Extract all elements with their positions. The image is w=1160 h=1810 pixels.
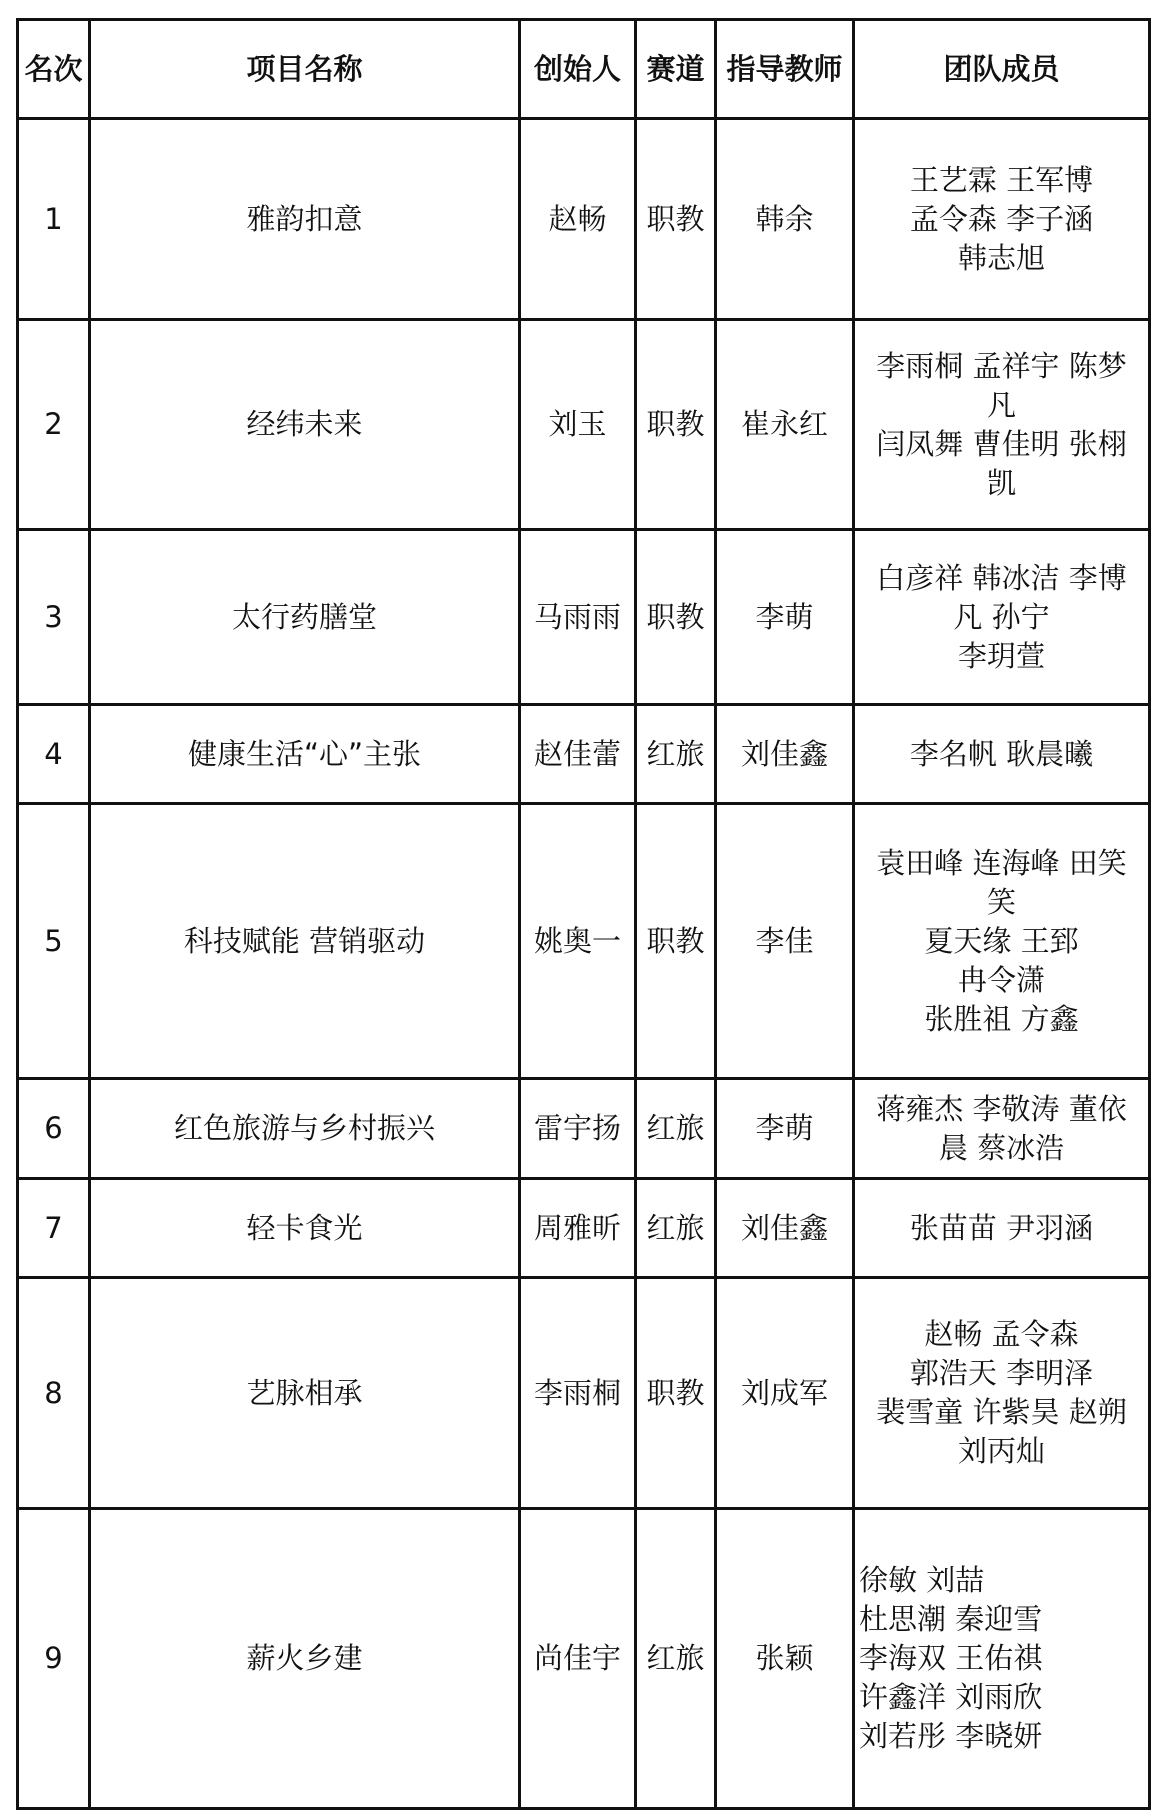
table-row: [18, 1079, 1150, 1179]
member-line: 李名帆 耿晨曦: [909, 736, 1094, 771]
track-cell: 职教: [636, 320, 716, 530]
member-line: 刘丙灿: [957, 1434, 1045, 1468]
track-cell: 职教: [636, 804, 716, 1079]
member-line: 凯: [986, 465, 1016, 500]
advisor-cell: 李萌: [716, 530, 854, 705]
member-line: 许鑫洋 刘雨欣: [859, 1680, 1043, 1714]
project-cell: 太行药膳堂: [90, 530, 520, 705]
header-project: 项目名称: [90, 20, 520, 119]
members-cell: [854, 1179, 1150, 1278]
rank-cell: 4: [18, 705, 90, 804]
member-line: 孟令森 李子涵: [909, 201, 1094, 236]
table-row: [18, 1278, 1150, 1509]
founder-cell: 雷宇扬: [520, 1079, 636, 1179]
project-cell: 红色旅游与乡村振兴: [90, 1079, 520, 1179]
table-row: [18, 320, 1150, 530]
table-row: [18, 530, 1150, 705]
rank-cell: 3: [18, 530, 90, 705]
founder-cell: 周雅昕: [520, 1179, 636, 1278]
track-cell: 红旅: [636, 705, 716, 804]
members-cell: [854, 804, 1150, 1079]
rank-cell: 5: [18, 804, 90, 1079]
rank-cell: 9: [18, 1509, 90, 1809]
member-line: 赵畅 孟令森: [924, 1317, 1079, 1351]
rank-cell: 2: [18, 320, 90, 530]
results-table: [16, 18, 1151, 1810]
track-cell: 职教: [636, 119, 716, 320]
header-founder: 创始人: [520, 20, 636, 119]
member-line: 张胜祖 方鑫: [924, 1001, 1079, 1036]
founder-cell: 姚奥一: [520, 804, 636, 1079]
rank-cell: 6: [18, 1079, 90, 1179]
member-line: 王艺霖 王军博: [909, 162, 1094, 197]
advisor-cell: 张颖: [716, 1509, 854, 1809]
track-cell: 红旅: [636, 1509, 716, 1809]
members-cell: [854, 320, 1150, 530]
track-cell: 红旅: [636, 1179, 716, 1278]
founder-cell: 李雨桐: [520, 1278, 636, 1509]
project-cell: 艺脉相承: [90, 1278, 520, 1509]
member-line: 韩志旭: [957, 240, 1045, 275]
advisor-cell: 李佳: [716, 804, 854, 1079]
founder-cell: 马雨雨: [520, 530, 636, 705]
advisor-cell: 刘佳鑫: [716, 1179, 854, 1278]
member-line: 凡: [986, 387, 1016, 422]
track-cell: 职教: [636, 1278, 716, 1509]
header-rank: 名次: [18, 20, 90, 119]
members-cell: [854, 705, 1150, 804]
table-row: [18, 804, 1150, 1079]
member-line: 李雨桐 孟祥宇 陈梦: [876, 348, 1127, 383]
project-cell: 雅韵扣意: [90, 119, 520, 320]
table-row: [18, 1179, 1150, 1278]
members-cell: [854, 1079, 1150, 1179]
member-line: 张苗苗 尹羽涵: [909, 1210, 1094, 1245]
member-line: 李海双 王佑祺: [859, 1641, 1043, 1675]
advisor-cell: 韩余: [716, 119, 854, 320]
member-line: 杜思潮 秦迎雪: [859, 1602, 1043, 1636]
members-cell: [854, 1278, 1150, 1509]
member-line: 笑: [986, 884, 1016, 919]
table-row: [18, 705, 1150, 804]
member-line: 李玥萱: [957, 638, 1045, 673]
project-cell: 薪火乡建: [90, 1509, 520, 1809]
member-line: 蒋雍杰 李敬涛 董依: [876, 1091, 1127, 1126]
header-track: 赛道: [636, 20, 716, 119]
member-line: 夏天缘 王郅: [924, 923, 1079, 958]
project-cell: 科技赋能 营销驱动: [90, 804, 520, 1079]
member-line: 郭浩天 李明泽: [909, 1356, 1094, 1390]
member-line: 晨 蔡冰浩: [938, 1130, 1065, 1165]
header-advisor: 指导教师: [716, 20, 854, 119]
header-row: [18, 20, 1150, 119]
member-line: 冉令潇: [957, 962, 1045, 997]
track-cell: 职教: [636, 530, 716, 705]
table-row: [18, 1509, 1150, 1809]
founder-cell: 赵畅: [520, 119, 636, 320]
rank-cell: 1: [18, 119, 90, 320]
founder-cell: 尚佳宇: [520, 1509, 636, 1809]
member-line: 徐敏 刘喆: [859, 1563, 985, 1597]
rank-cell: 7: [18, 1179, 90, 1278]
member-line: 闫凤舞 曹佳明 张栩: [876, 426, 1127, 461]
member-line: 刘若彤 李晓妍: [859, 1719, 1043, 1753]
founder-cell: 刘玉: [520, 320, 636, 530]
table-row: [18, 119, 1150, 320]
advisor-cell: 刘佳鑫: [716, 705, 854, 804]
header-members: 团队成员: [854, 20, 1150, 119]
members-cell: [854, 1509, 1150, 1809]
track-cell: 红旅: [636, 1079, 716, 1179]
rank-cell: 8: [18, 1278, 90, 1509]
advisor-cell: 崔永红: [716, 320, 854, 530]
advisor-cell: 李萌: [716, 1079, 854, 1179]
advisor-cell: 刘成军: [716, 1278, 854, 1509]
project-cell: 经纬未来: [90, 320, 520, 530]
member-line: 裴雪童 许紫昊 赵朔: [876, 1395, 1127, 1429]
member-line: 凡 孙宁: [953, 599, 1050, 634]
project-cell: 轻卡食光: [90, 1179, 520, 1278]
project-cell: 健康生活“心”主张: [90, 705, 520, 804]
member-line: 袁田峰 连海峰 田笑: [876, 845, 1127, 880]
member-line: 白彦祥 韩冰洁 李博: [876, 560, 1127, 595]
members-cell: [854, 530, 1150, 705]
founder-cell: 赵佳蕾: [520, 705, 636, 804]
members-cell: [854, 119, 1150, 320]
